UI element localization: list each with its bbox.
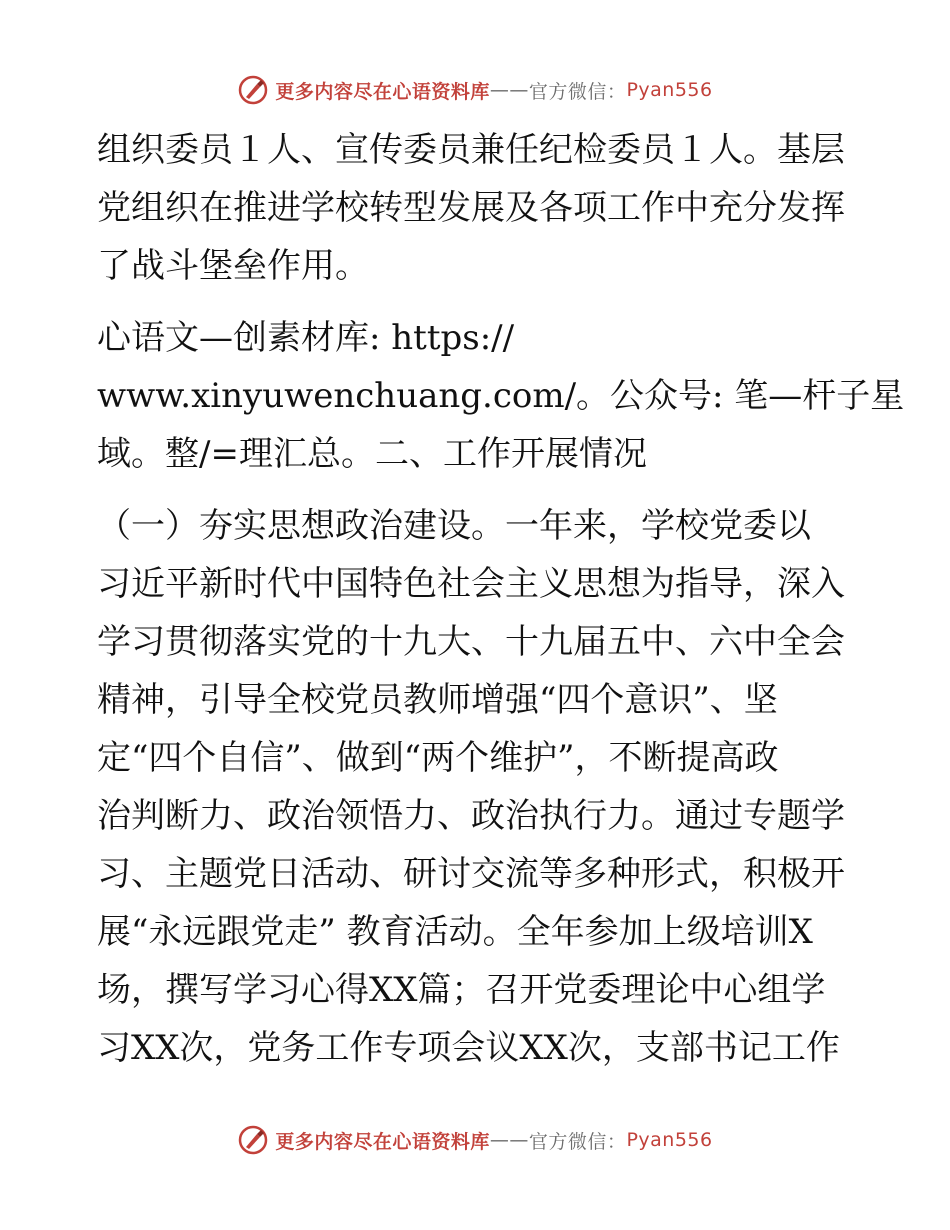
banner-promo-text: 更多内容尽在心语资料库	[275, 1130, 490, 1153]
text-line: 域。整/=理汇总。二、工作开展情况	[97, 434, 647, 474]
text-line: 习、主题党日活动、研讨交流等多种形式，积极开	[97, 854, 845, 894]
banner-dash: ——	[489, 1129, 529, 1151]
text-line: 治判断力、政治领悟力、政治执行力。通过专题学	[97, 796, 845, 836]
banner-promo-text: 更多内容尽在心语资料库	[275, 80, 490, 103]
text-line: 了战斗堡垒作用。	[97, 246, 369, 286]
banner-dash: ——	[489, 79, 529, 101]
text-line: 展“永远跟党走” 教育活动。全年参加上级培训X	[97, 912, 813, 952]
text-line: 习XX次，党务工作专项会议XX次，支部书记工作	[97, 1028, 840, 1068]
text-line: 组织委员１人、宣传委员兼任纪检委员１人。基层	[97, 130, 845, 170]
text-line: 党组织在推进学校转型发展及各项工作中充分发挥	[97, 188, 845, 228]
banner-wechat-id: Pyan556	[626, 1129, 713, 1151]
paragraph-2	[97, 309, 905, 483]
paragraph-3	[97, 497, 867, 1077]
footer-watermark-banner	[0, 1120, 950, 1160]
pen-logo-icon	[237, 1124, 269, 1156]
paragraph-1	[97, 121, 867, 295]
text-line: 学习贯彻落实党的十九大、十九届五中、六中全会	[97, 622, 845, 662]
text-line: 心语文—创素材库: https://	[97, 318, 515, 358]
text-line: 精神，引导全校党员教师增强“四个意识”、坚	[97, 680, 778, 720]
banner-official-text: 官方微信：	[528, 1130, 627, 1153]
pen-logo-icon	[237, 74, 269, 106]
text-line: 定“四个自信”、做到“两个维护”，不断提高政	[97, 738, 779, 778]
text-line: 场，撰写学习心得XX篇；召开党委理论中心组学	[97, 970, 826, 1010]
header-watermark-banner	[0, 70, 950, 110]
text-line: 习近平新时代中国特色社会主义思想为指导，深入	[97, 564, 845, 604]
banner-official-text: 官方微信：	[528, 80, 627, 103]
banner-wechat-id: Pyan556	[626, 79, 713, 101]
text-line: www.xinyuwenchuang.com/。公众号: 笔—杆子星	[97, 376, 905, 416]
text-line: （一）夯实思想政治建设。一年来，学校党委以	[97, 506, 811, 546]
document-body	[97, 121, 905, 1077]
